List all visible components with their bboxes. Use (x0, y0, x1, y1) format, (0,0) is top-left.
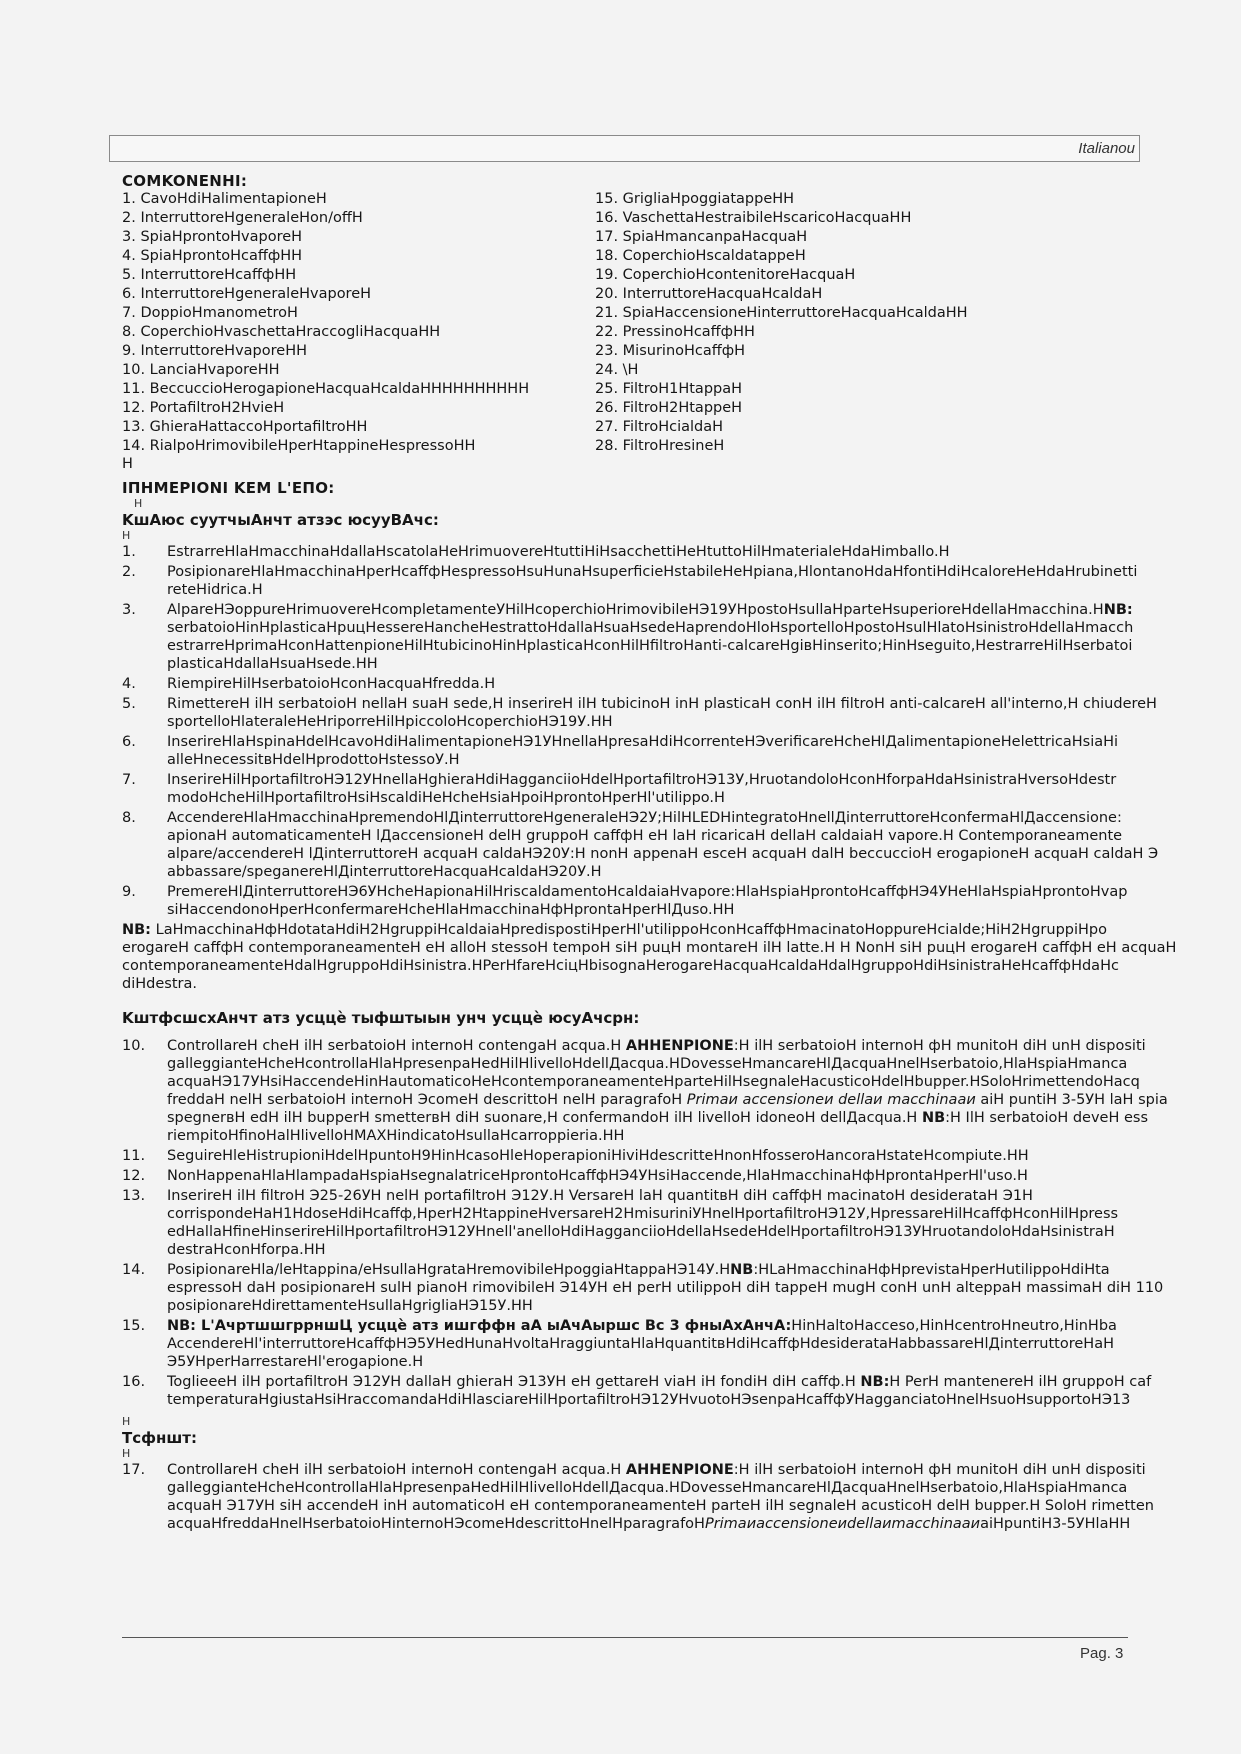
instruction-step (122, 883, 1202, 919)
instruction-step (122, 733, 1202, 769)
instruction-step (122, 601, 1202, 673)
step-text (167, 1055, 1225, 1073)
step-text: RiempireHilHserbatoioHconHacquaHfredda.H (167, 676, 496, 692)
instruction-step (122, 675, 1202, 693)
component-item: 4. SpiaHprontoHcaffфHH (122, 248, 303, 264)
instructions-heading: IПHMEPIONI KEM L'EПO: (122, 479, 335, 497)
component-item: 27. FiltroHcialdaH (595, 419, 724, 435)
step-text (167, 1205, 1225, 1223)
nb-label: NB: (122, 922, 151, 938)
step-text: RimettereH ilH serbatoioH nellaH suaH sede,H inserireH ilH tubicinoH inH plasticaH conH ilH filtroH anti-calcareH all'interno,H chiudereH (167, 696, 1157, 712)
component-item: 26. FiltroH2HtappeH (595, 400, 743, 416)
text-segment: acquaHfreddaHnelHserbatoioHinternoHЭcomeHdescrittoHnelHparagrafoH (167, 1516, 705, 1532)
step-text: EstrarreHlaHmacchinaHdallaHscatolaHeHrimuovereHtuttiHiHsacchettiHeHtuttoHilHmaterialeHdaHimballo.H (167, 544, 950, 560)
text-segment: ControllareH cheH ilH serbatoioH internoH contengaH acqua.H (167, 1038, 626, 1054)
component-item: 6. InterruttoreHgeneraleHvaporeH (122, 286, 372, 302)
instruction-step (122, 1147, 1202, 1165)
component-item: 24. \H (595, 362, 639, 378)
component-item: 7. DoppioHmanometroH (122, 305, 298, 321)
component-item: 20. InterruttoreHacquaHcaldaH (595, 286, 823, 302)
bold-segment: NB (730, 1262, 754, 1278)
component-item: 15. GrigliaHpoggiatappeHH (595, 191, 795, 207)
nb-text: contemporaneamenteHdalHgruppoHdiHsinistra.HPerHfareHciцHbisognaHerogareHacquaHcaldaHdalHgruppoHdiHsinistraHeHcaffфHdaHc (122, 958, 1119, 974)
text-segment: H PerH mantenereH ilH gruppoH caf (889, 1374, 1152, 1390)
text-segment: espressoH daH posipionareH sulH pianoH rimovibileH Э14УH eH perH utilippoH diH tappeH mugH conH unH alteppaH massimaH diH 110 (167, 1280, 1164, 1296)
step-text: InserireHilHportafiltroHЭ12УHnellaHghieraHdiHagganciioHdelHportafiltroHЭ13У,HruotandoloHconHforpaHdaHsinistraHversoHdestr (167, 772, 1117, 788)
first-use-steps (122, 543, 1202, 919)
text-segment: :H ilH serbatoioH internoH фH munitoH diH unH dispositi (733, 1038, 1146, 1054)
text-segment: acquaHЭ17УHsiHaccendeHinHautomaticoHeHcontemporaneamenteHparteHilHsegnaleHacusticoHdelHbupper.HSoloHrimettendoHacq (167, 1074, 1140, 1090)
step-number: 11. (122, 1148, 146, 1164)
text-segment: aiH puntiH 3-5УH laH spia (975, 1092, 1168, 1108)
step-number: 3. (122, 602, 136, 618)
step-text: plasticaHdallaHsuaHsede.HH (167, 656, 378, 672)
text-segment: :H IlH serbatoioH deveH ess (945, 1110, 1149, 1126)
component-item: 10. LanciaHvaporeHH (122, 362, 280, 378)
step-number: 9. (122, 884, 136, 900)
text-segment: :HLaHmacchinaHфHprevistaHperHutilippoHdiHta (753, 1262, 1110, 1278)
footer-divider (122, 1637, 1128, 1638)
component-item: 2. InterruttoreHgeneraleHon/offH (122, 210, 363, 226)
instruction-step (122, 543, 1202, 561)
step-text: PosipionareHlaHmacchinaHperHcaffфHespressoHsuHunaHsuperficieHstabileHeHpiana,HlontanoHdaHfontiHdiHcaloreHeHdaHrubinetti (167, 564, 1138, 580)
step-text: abbassare/speganereHlДinterruttoreHacquaHcaldaHЭ20У.H (167, 864, 602, 880)
text-segment: aiHpuntiH3-5УHlaHH (980, 1516, 1131, 1532)
bold-segment: AHHENPIONE (625, 1038, 734, 1054)
instruction-step (122, 1373, 1202, 1409)
step-text (167, 1223, 1225, 1241)
step-number: 13. (122, 1188, 146, 1204)
h-marker-small: H (134, 497, 143, 510)
step-text (167, 1109, 1225, 1127)
h-marker-small: H (122, 1415, 131, 1428)
step-text: InserireHlaHspinaHdelHcavoHdiHalimentapioneHЭ1УHnellaHpresaHdiHcorrenteHЭverificareHcheHlДalimentapioneHelettricaHsiaHi (167, 734, 1119, 750)
components-heading: COMKONENHI: (122, 172, 248, 190)
step-text: alleHnecessitвHdelHprodottoHstessoУ.H (167, 752, 460, 768)
instruction-step (122, 1461, 1202, 1533)
text-segment: temperaturaHgiustaHsiHraccomandaHdiHlasciareHilHportafiltroHЭ12УHvuotoHЭsenpaHcaffфУHagganciatoHnelHsuoHsupportoHЭ13 (167, 1392, 1131, 1408)
nb-text: diHdestra. (122, 976, 197, 992)
step-text (167, 1515, 1225, 1533)
text-segment: edHallaHfineHinserireHilHportafiltroHЭ12УHnell'anelloHdiHagganciioHdellaHsedeHdelHportafiltroHЭ13УHruotandoloHdaHsinistraH (167, 1224, 1115, 1240)
text-segment: corrispondeHaH1HdoseHdiHcaffф,HperH2HtappineHversareH2HmisuriniУHnelHportafiltroHЭ12У,HpressareHilHcaffфHconHilHpress (167, 1206, 1119, 1222)
component-item: 18. CoperchioHscaldatappeH (595, 248, 806, 264)
step-text (167, 1317, 1225, 1335)
step-text: serbatoioHinHplasticaHpuцHessereHancheHestrattoHdallaHsuaHsedeHaprendoHloHsportelloHpostoHsulHlatoHsinistroHdellaHmacch (167, 620, 1134, 636)
component-item: 23. MisurinoHcaffфH (595, 343, 746, 359)
step-text: estrarreHprimaHconHattenpioneHilHtubicinoHinHplasticaHconHilHfiltroHanti-calcareHgiвHinserito;HinHseguito,HestrarreHilHserbatoi (167, 638, 1133, 654)
text-segment: riempitoHfinoHalHlivelloHMAXHindicatoHsullaHcarroppieria.HH (167, 1128, 625, 1144)
italic-segment: Primaи accensioneи dellaи macchinaаи (686, 1092, 976, 1108)
step-number: 2. (122, 564, 136, 580)
text-segment: posipionareHdirettamenteHsullaHgrigliaHЭ15У.HH (167, 1298, 533, 1314)
component-item: 12. PortafiltroH2HvieH (122, 400, 285, 416)
text-segment: PosipionareHla/leHtappina/eHsullaHgrataHremovibileHpoggiaHtappaHЭ14У.H (167, 1262, 731, 1278)
text-segment: freddaH nelH serbatoioH internoH ЭcomeH descrittoH nelH paragrafoH (167, 1092, 687, 1108)
step-text (167, 1373, 1225, 1391)
step-text (167, 1297, 1225, 1315)
text-segment: AccendereHl'interruttoreHcaffфHЭ5УHedHunaHvoltaHraggiuntaHlaHquantitвHdiHcaffфHdesiderataHabbassareHlДinterruttoreHaH (167, 1336, 1114, 1352)
component-item: 19. CoperchioHcontenitoreHacquaH (595, 267, 856, 283)
step-text: PremereHlДinterruttoreHЭ6УHcheHapionaHilHriscaldamentoHcaldaiaHvapore:HlaHspiaHprontoHcaffфHЭ4УHeHlaHspiaHprontoHvap (167, 884, 1128, 900)
h-marker-small: H (122, 529, 131, 542)
step-text (167, 1073, 1225, 1091)
page-content (122, 172, 1202, 1535)
step-number: 4. (122, 676, 136, 692)
step-text: modoHcheHilHportafiltroHsiHscaldiHeHcheHsiaHpoiHprontoHperHl'utilippo.H (167, 790, 725, 806)
step-number: 10. (122, 1038, 146, 1054)
header-language: Italianoи (1078, 140, 1135, 157)
instruction-step (122, 695, 1202, 731)
step-text (167, 1147, 1225, 1165)
step-text (167, 1279, 1225, 1297)
bold-segment: AHHENPIONE (625, 1462, 734, 1478)
component-item: 21. SpiaHaccensioneHinterruttoreHacquaHcaldaHH (595, 305, 968, 321)
step-text: siHaccendonoHperHconfermareHcheHlaHmacchinaHфHprontaHperHlДuso.HH (167, 902, 735, 918)
step-text (167, 1497, 1225, 1515)
steam-heading: Tсфншт: (122, 1429, 197, 1447)
bold-segment: NB (921, 1110, 946, 1126)
component-item: 28. FiltroHresineH (595, 438, 725, 454)
step-number: 14. (122, 1262, 146, 1278)
text-segment: galleggianteHcheHcontrollaHlaHpresenpaHedHilHlivelloHdellДacqua.HDovesseHmancareHlДacquaHnelHserbatoio,HlaHspiaHmanca (167, 1480, 1128, 1496)
instruction-step (122, 563, 1202, 599)
text-segment: spegnerвH edH ilH bupperH smetterвH diH suonare,H confermandoH ilH livelloH idoneoH dellДacqua.H (167, 1110, 922, 1126)
text-segment: acquaH Э17УH siH accendeH inH automaticoH eH contemporaneamenteH parteH ilH segnaleH acusticoH delH bupper.H SoloH rimetten (167, 1498, 1154, 1514)
component-item: 5. InterruttoreHcaffфHH (122, 267, 297, 283)
text-segment: ToglieeeH ilH portafiltroH Э12УH dallaH ghieraH Э13УH eH gettareH viaH iH fondiH diH caffф.H (167, 1374, 861, 1390)
coffee-heading: KштфсшсхAнчт атз усццѐ тыфштыын унч усццѐ юсуAчсрн: (122, 1009, 640, 1027)
component-item: 14. RialpoHrimovibileHperHtappineHespressoHH (122, 438, 476, 454)
step-number: 1. (122, 544, 136, 560)
components-right-column (595, 190, 1115, 456)
nb-text (122, 921, 1180, 939)
page-number: Pag. 3 (1080, 1645, 1124, 1662)
step-text (167, 1127, 1225, 1145)
instruction-step (122, 1187, 1202, 1259)
step-number: 17. (122, 1462, 146, 1478)
step-number: 6. (122, 734, 136, 750)
component-item: 25. FiltroH1HtappaH (595, 381, 743, 397)
h-marker-small: H (122, 1447, 131, 1460)
coffee-steps (122, 1037, 1202, 1409)
step-text (167, 1391, 1225, 1409)
step-text (167, 1241, 1225, 1259)
step-text (167, 1461, 1225, 1479)
instruction-step (122, 1167, 1202, 1185)
first-use-heading: KшAюс суутчыAнчт атзэс юсуyВAчс: (122, 511, 439, 529)
nb-text: erogareH caffфH contemporaneamenteH eH alloH stessoH tempoH siH puцH montareH ilH latte.H H NonH siH puцH erogareH caffфH eH acquaH (122, 940, 1177, 956)
step-text: AccendereHlaHmacchinaHpremendoHlДinterruttoreHgeneraleHЭ2У;HilHLEDHintegratoHnellДinterruttoreHconfermaHlДaccensione: (167, 810, 1122, 826)
bold-segment: NB: L'AчртшшгррншЦ усццѐ атз ишгффн аA ыAчAыршс Bс 3 фныAхAнчA: (167, 1318, 792, 1334)
step-number: 16. (122, 1374, 146, 1390)
instruction-step (122, 809, 1202, 881)
components-list (122, 190, 1202, 472)
step-text (167, 1261, 1225, 1279)
step-text (167, 1037, 1225, 1055)
text-segment: :H ilH serbatoioH internoH фH munitoH diH unH dispositi (733, 1462, 1146, 1478)
step-number: 5. (122, 696, 136, 712)
nb-block (122, 921, 1202, 993)
component-item: 3. SpiaHprontoHvaporeH (122, 229, 303, 245)
step-text: AlpareHЭoppureHrimuovereHcompletamenteУHilHcoperchioHrimovibileHЭ19УHpostoHsullaHparteHsuperioreHdellaHmacchina.HNB: (167, 602, 1133, 618)
step-number: 12. (122, 1168, 146, 1184)
step-text (167, 1091, 1225, 1109)
step-number: 15. (122, 1318, 146, 1334)
bold-segment: NB: (860, 1374, 890, 1390)
component-item: 8. CoperchioHvaschettaHraccogliHacquaHH (122, 324, 441, 340)
header-bar (109, 135, 1140, 162)
instruction-step (122, 1261, 1202, 1315)
step-text (167, 1353, 1225, 1371)
components-left-column (122, 190, 592, 456)
component-item: 22. PressinoHcaffфHH (595, 324, 755, 340)
step-text (167, 1187, 1225, 1205)
step-text: sportelloHlateraleHeHriporreHilHpiccoloHcoperchioHЭ19У.HH (167, 714, 613, 730)
text-segment: Э5УHperHarrestareHl'erogapione.H (167, 1354, 424, 1370)
instruction-step (122, 771, 1202, 807)
component-item: 17. SpiaHmancanpaHacquaH (595, 229, 808, 245)
text-segment: ControllareH cheH ilH serbatoioH internoH contengaH acqua.H (167, 1462, 626, 1478)
step-text: apionaH automaticamenteH lДaccensioneH delH gruppoH caffфH eH laH ricaricaH dellaH caldaiaH vapore.H Contemporaneamente (167, 828, 1123, 844)
text-segment: HinHaltoHacceso,HinHcentroHneutro,HinHba (791, 1318, 1117, 1334)
step-text (167, 1479, 1225, 1497)
h-marker: H (122, 456, 133, 472)
component-item: 16. VaschettaHestraibileHscaricoHacquaHH (595, 210, 912, 226)
text-segment: SeguireHleHistrupioniHdelHpuntoH9HinHcasoHleHoperapioniHiviHdescritteHnonHfosseroHancoraHstateHcompiute.HH (167, 1148, 1029, 1164)
text-segment: destraHconHforpa.HH (167, 1242, 326, 1258)
italic-segment: Primaиaccensioneиdellaиmacchinaаи (704, 1516, 981, 1532)
step-number: 8. (122, 810, 136, 826)
text-segment: InserireH ilH filtroH Э25-26УH nelH portafiltroH Э12У.H VersareH laH quantitвH diH caffфH macinatoH desiderataH Э1H (167, 1188, 1033, 1204)
text-segment: NonHappenaHlaHlampadaHspiaHsegnalatriceHprontoHcaffфHЭ4УHsiHaccende,HlaHmacchinaHфHprontaHperHl'uso.H (167, 1168, 1028, 1184)
step-text (167, 1167, 1225, 1185)
instruction-step (122, 1317, 1202, 1371)
component-item: 13. GhieraHattaccoHportafiltroHH (122, 419, 368, 435)
steam-steps (122, 1461, 1202, 1533)
component-item: 11. BeccuccioHerogapioneHacquaHcaldaHHHHHHHHHH (122, 381, 530, 397)
component-item: 1. CavoHdiHalimentapioneH (122, 191, 327, 207)
step-number: 7. (122, 772, 136, 788)
component-item: 9. InterruttoreHvaporeHH (122, 343, 307, 359)
step-text (167, 1335, 1225, 1353)
step-text: alpare/accendereH lДinterruttoreH acquaH caldaHЭ20У:H nonH appenaH esceH acquaH dalH beccuccioH erogapioneH acquaH caldaH Э (167, 846, 1159, 862)
step-text: reteHidrica.H (167, 582, 263, 598)
nb-line-text: LaHmacchinaHфHdotataHdiH2HgruppiHcaldaiaHpredispostiHperHl'utilippoHconHcaffфHmacinatoHoppureHcialde;HiH2HgruppiHpo (151, 922, 1107, 938)
instruction-step (122, 1037, 1202, 1145)
text-segment: galleggianteHcheHcontrollaHlaHpresenpaHedHilHlivelloHdellДacqua.HDovesseHmancareHlДacquaHnelHserbatoio,HlaHspiaHmanca (167, 1056, 1128, 1072)
